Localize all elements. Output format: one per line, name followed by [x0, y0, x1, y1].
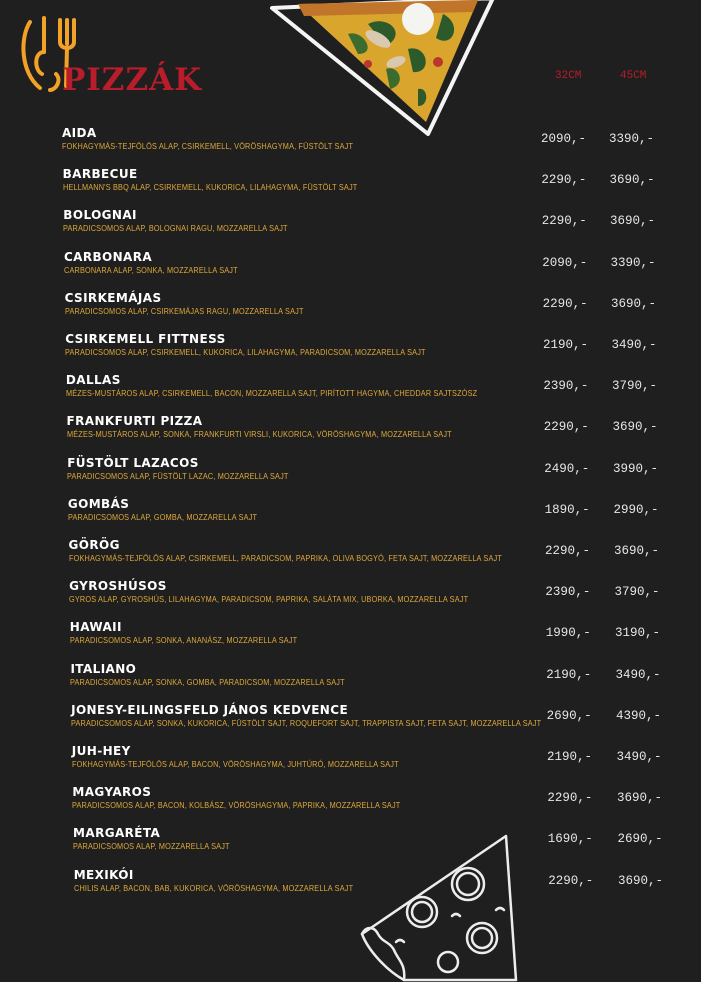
- price-45cm: 3690,-: [618, 873, 664, 888]
- price-32cm: 2290,-: [541, 173, 587, 188]
- price-45cm: 3390,-: [610, 255, 656, 270]
- menu-item-name: GÖRÖG: [68, 538, 120, 552]
- price-32cm: 2190,-: [547, 750, 593, 764]
- price-32cm: 2290,-: [542, 296, 588, 311]
- menu-item: [68, 497, 288, 535]
- price-45cm: 3990,-: [613, 461, 659, 476]
- menu-item: [70, 662, 390, 700]
- menu-item-description: FOKHAGYMÁS-TEJFÖLÖS ALAP, CSIRKEMELL, VÖRÖSHAGYMA, FÜSTÖLT SAJT: [62, 141, 354, 151]
- menu-item-description: PARADICSOMOS ALAP, CSIRKEMELL, KUKORICA, LILAHAGYMA, PARADICSOM, MOZZARELLA SAJT: [65, 347, 426, 357]
- price-32cm: 2290,-: [543, 420, 589, 435]
- menu-item: [72, 785, 454, 823]
- menu-item: [66, 373, 544, 411]
- menu-item-description: PARADICSOMOS ALAP, BACON, KOLBÁSZ, VÖRÖSHAGYMA, PAPRIKA, MOZZARELLA SAJT: [72, 800, 401, 811]
- menu-item-name: HAWAII: [69, 620, 122, 635]
- menu-item-description: FOKHAGYMÁS-TEJFÖLÖS ALAP, BACON, VÖRÖSHAGYMA, JUHTÚRÓ, MOZZARELLA SAJT: [71, 759, 399, 769]
- menu-item-description: PARADICSOMOS ALAP, BOLOGNAI RAGU, MOZZARELLA SAJT: [63, 223, 288, 234]
- size-header-45cm: 45CM: [620, 70, 647, 82]
- price-32cm: 2490,-: [544, 461, 590, 476]
- menu-item-description: GYROS ALAP, GYROSHÚS, LILAHAGYMA, PARADICSOM, PAPRIKA, SALÁTA MIX, UBORKA, MOZZARELLA SAJT: [69, 594, 469, 605]
- menu-item-name: JUH-HEY: [71, 744, 131, 758]
- menu-item-name: ITALIANO: [70, 661, 137, 676]
- price-45cm: 2690,-: [617, 832, 663, 847]
- menu-item-description: MÉZES-MUSTÁROS ALAP, SONKA, FRANKFURTI VIRSLI, KUKORICA, VÖRÖSHAGYMA, MOZZARELLA SAJT: [66, 429, 452, 440]
- menu-item-name: GOMBÁS: [67, 496, 130, 511]
- menu-item: [71, 703, 618, 741]
- menu-item-name: AIDA: [62, 126, 97, 140]
- menu-item: [72, 744, 452, 782]
- price-32cm: 1690,-: [547, 832, 593, 847]
- menu-item-description: PARADICSOMOS ALAP, SONKA, ANANÁSZ, MOZZARELLA SAJT: [69, 635, 298, 646]
- menu-item: [67, 456, 325, 494]
- menu-item-name: CARBONARA: [63, 249, 153, 264]
- menu-item-description: PARADICSOMOS ALAP, CSIRKEMÁJAS RAGU, MOZZARELLA SAJT: [64, 305, 304, 316]
- menu-item: [65, 291, 342, 329]
- menu-item-description: PARADICSOMOS ALAP, FÜSTÖLT LAZAC, MOZZARELLA SAJT: [67, 470, 289, 481]
- menu-item: [67, 414, 514, 452]
- price-45cm: 3690,-: [614, 544, 660, 558]
- menu-item: [70, 620, 334, 658]
- menu-item-description: PARADICSOMOS ALAP, SONKA, GOMBA, PARADICSOM, MOZZARELLA SAJT: [70, 676, 346, 687]
- menu-item-description: PARADICSOMOS ALAP, GOMBA, MOZZARELLA SAJT: [67, 511, 258, 522]
- menu-item: [74, 868, 399, 906]
- price-45cm: 3690,-: [612, 420, 658, 435]
- menu-item: [69, 579, 533, 617]
- price-32cm: 2090,-: [541, 132, 587, 146]
- menu-item-description: PARADICSOMOS ALAP, SONKA, KUKORICA, FÜSTÖLT SAJT, ROQUEFORT SAJT, TRAPPISTA SAJT, FETA SAJT, MOZZARELLA SAJT: [71, 717, 542, 728]
- price-32cm: 2290,-: [541, 214, 587, 229]
- menu-item-name: BOLOGNAI: [63, 208, 137, 223]
- price-45cm: 3490,-: [616, 750, 662, 764]
- price-45cm: 2990,-: [613, 502, 659, 517]
- menu-item-name: MAGYAROS: [72, 785, 152, 800]
- menu-item-description: FOKHAGYMÁS-TEJFÖLÖS ALAP, CSIRKEMELL, PARADICSOM, PAPRIKA, OLIVA BOGYÓ, FETA SAJT, MOZZARELLA SAJT: [68, 553, 502, 563]
- price-32cm: 2290,-: [548, 873, 594, 888]
- price-45cm: 3790,-: [614, 585, 660, 600]
- menu-item-name: FRANKFURTI PIZZA: [66, 414, 203, 429]
- menu-item-description: CARBONARA ALAP, SONKA, MOZZARELLA SAJT: [63, 264, 238, 275]
- menu-item-description: MÉZES-MUSTÁROS ALAP, CSIRKEMELL, BACON, MOZZARELLA SAJT, PIRÍTOTT HAGYMA, CHEDDAR SAJTSZÓSZ: [65, 388, 478, 399]
- menu-item: [65, 332, 484, 370]
- price-32cm: 2190,-: [546, 667, 592, 682]
- pizza-slice-icon: [268, 0, 498, 139]
- price-45cm: 3390,-: [609, 132, 655, 146]
- menu-item-name: MARGARÉTA: [73, 826, 161, 841]
- price-45cm: 3690,-: [617, 791, 663, 806]
- price-32cm: 2090,-: [542, 255, 588, 270]
- size-header-32cm: 32CM: [555, 70, 582, 82]
- menu-item-name: JONESY-EILINGSFELD JÁNOS KEDVENCE: [71, 702, 349, 717]
- menu-item-description: HELLMANN'S BBQ ALAP, CSIRKEMELL, KUKORICA, LILAHAGYMA, FÜSTÖLT SAJT: [62, 182, 358, 193]
- price-32cm: 1990,-: [545, 626, 591, 641]
- price-32cm: 2290,-: [547, 791, 593, 806]
- menu-item-name: FÜSTÖLT LAZACOS: [67, 455, 199, 470]
- menu-item: [63, 208, 324, 246]
- menu-item-name: DALLAS: [65, 373, 121, 388]
- price-32cm: 2290,-: [545, 544, 591, 558]
- menu-item-name: CSIRKEMELL FITTNESS: [65, 332, 226, 346]
- menu-item-name: CSIRKEMÁJAS: [64, 290, 162, 305]
- menu-item-name: GYROSHÚSOS: [69, 579, 167, 594]
- pizza-slice-outline-icon: [356, 830, 526, 982]
- price-45cm: 3690,-: [611, 296, 657, 311]
- menu-item: [64, 250, 266, 288]
- price-32cm: 1890,-: [544, 502, 590, 517]
- page-title: PIZZÁK: [62, 62, 203, 98]
- menu-item-name: BARBECUE: [62, 167, 138, 182]
- menu-item-description: PARADICSOMOS ALAP, MOZZARELLA SAJT: [73, 841, 230, 852]
- price-45cm: 3790,-: [612, 379, 658, 394]
- price-45cm: 3490,-: [611, 338, 657, 352]
- menu-item: [62, 126, 401, 164]
- menu-item: [69, 538, 572, 576]
- price-45cm: 3490,-: [615, 667, 661, 682]
- price-32cm: 2690,-: [546, 708, 592, 723]
- menu-item-description: CHILIS ALAP, BACON, BAB, KUKORICA, VÖRÖSHAGYMA, MOZZARELLA SAJT: [73, 882, 353, 893]
- price-45cm: 3690,-: [609, 173, 655, 188]
- price-32cm: 2190,-: [543, 338, 589, 352]
- menu-item: [73, 826, 255, 864]
- menu-item-name: MEXIKÓI: [73, 867, 134, 882]
- price-45cm: 4390,-: [616, 708, 662, 723]
- price-32cm: 2390,-: [545, 585, 591, 600]
- price-45cm: 3690,-: [610, 214, 656, 229]
- price-45cm: 3190,-: [615, 626, 661, 641]
- price-32cm: 2390,-: [543, 379, 589, 394]
- menu-item: [63, 167, 405, 205]
